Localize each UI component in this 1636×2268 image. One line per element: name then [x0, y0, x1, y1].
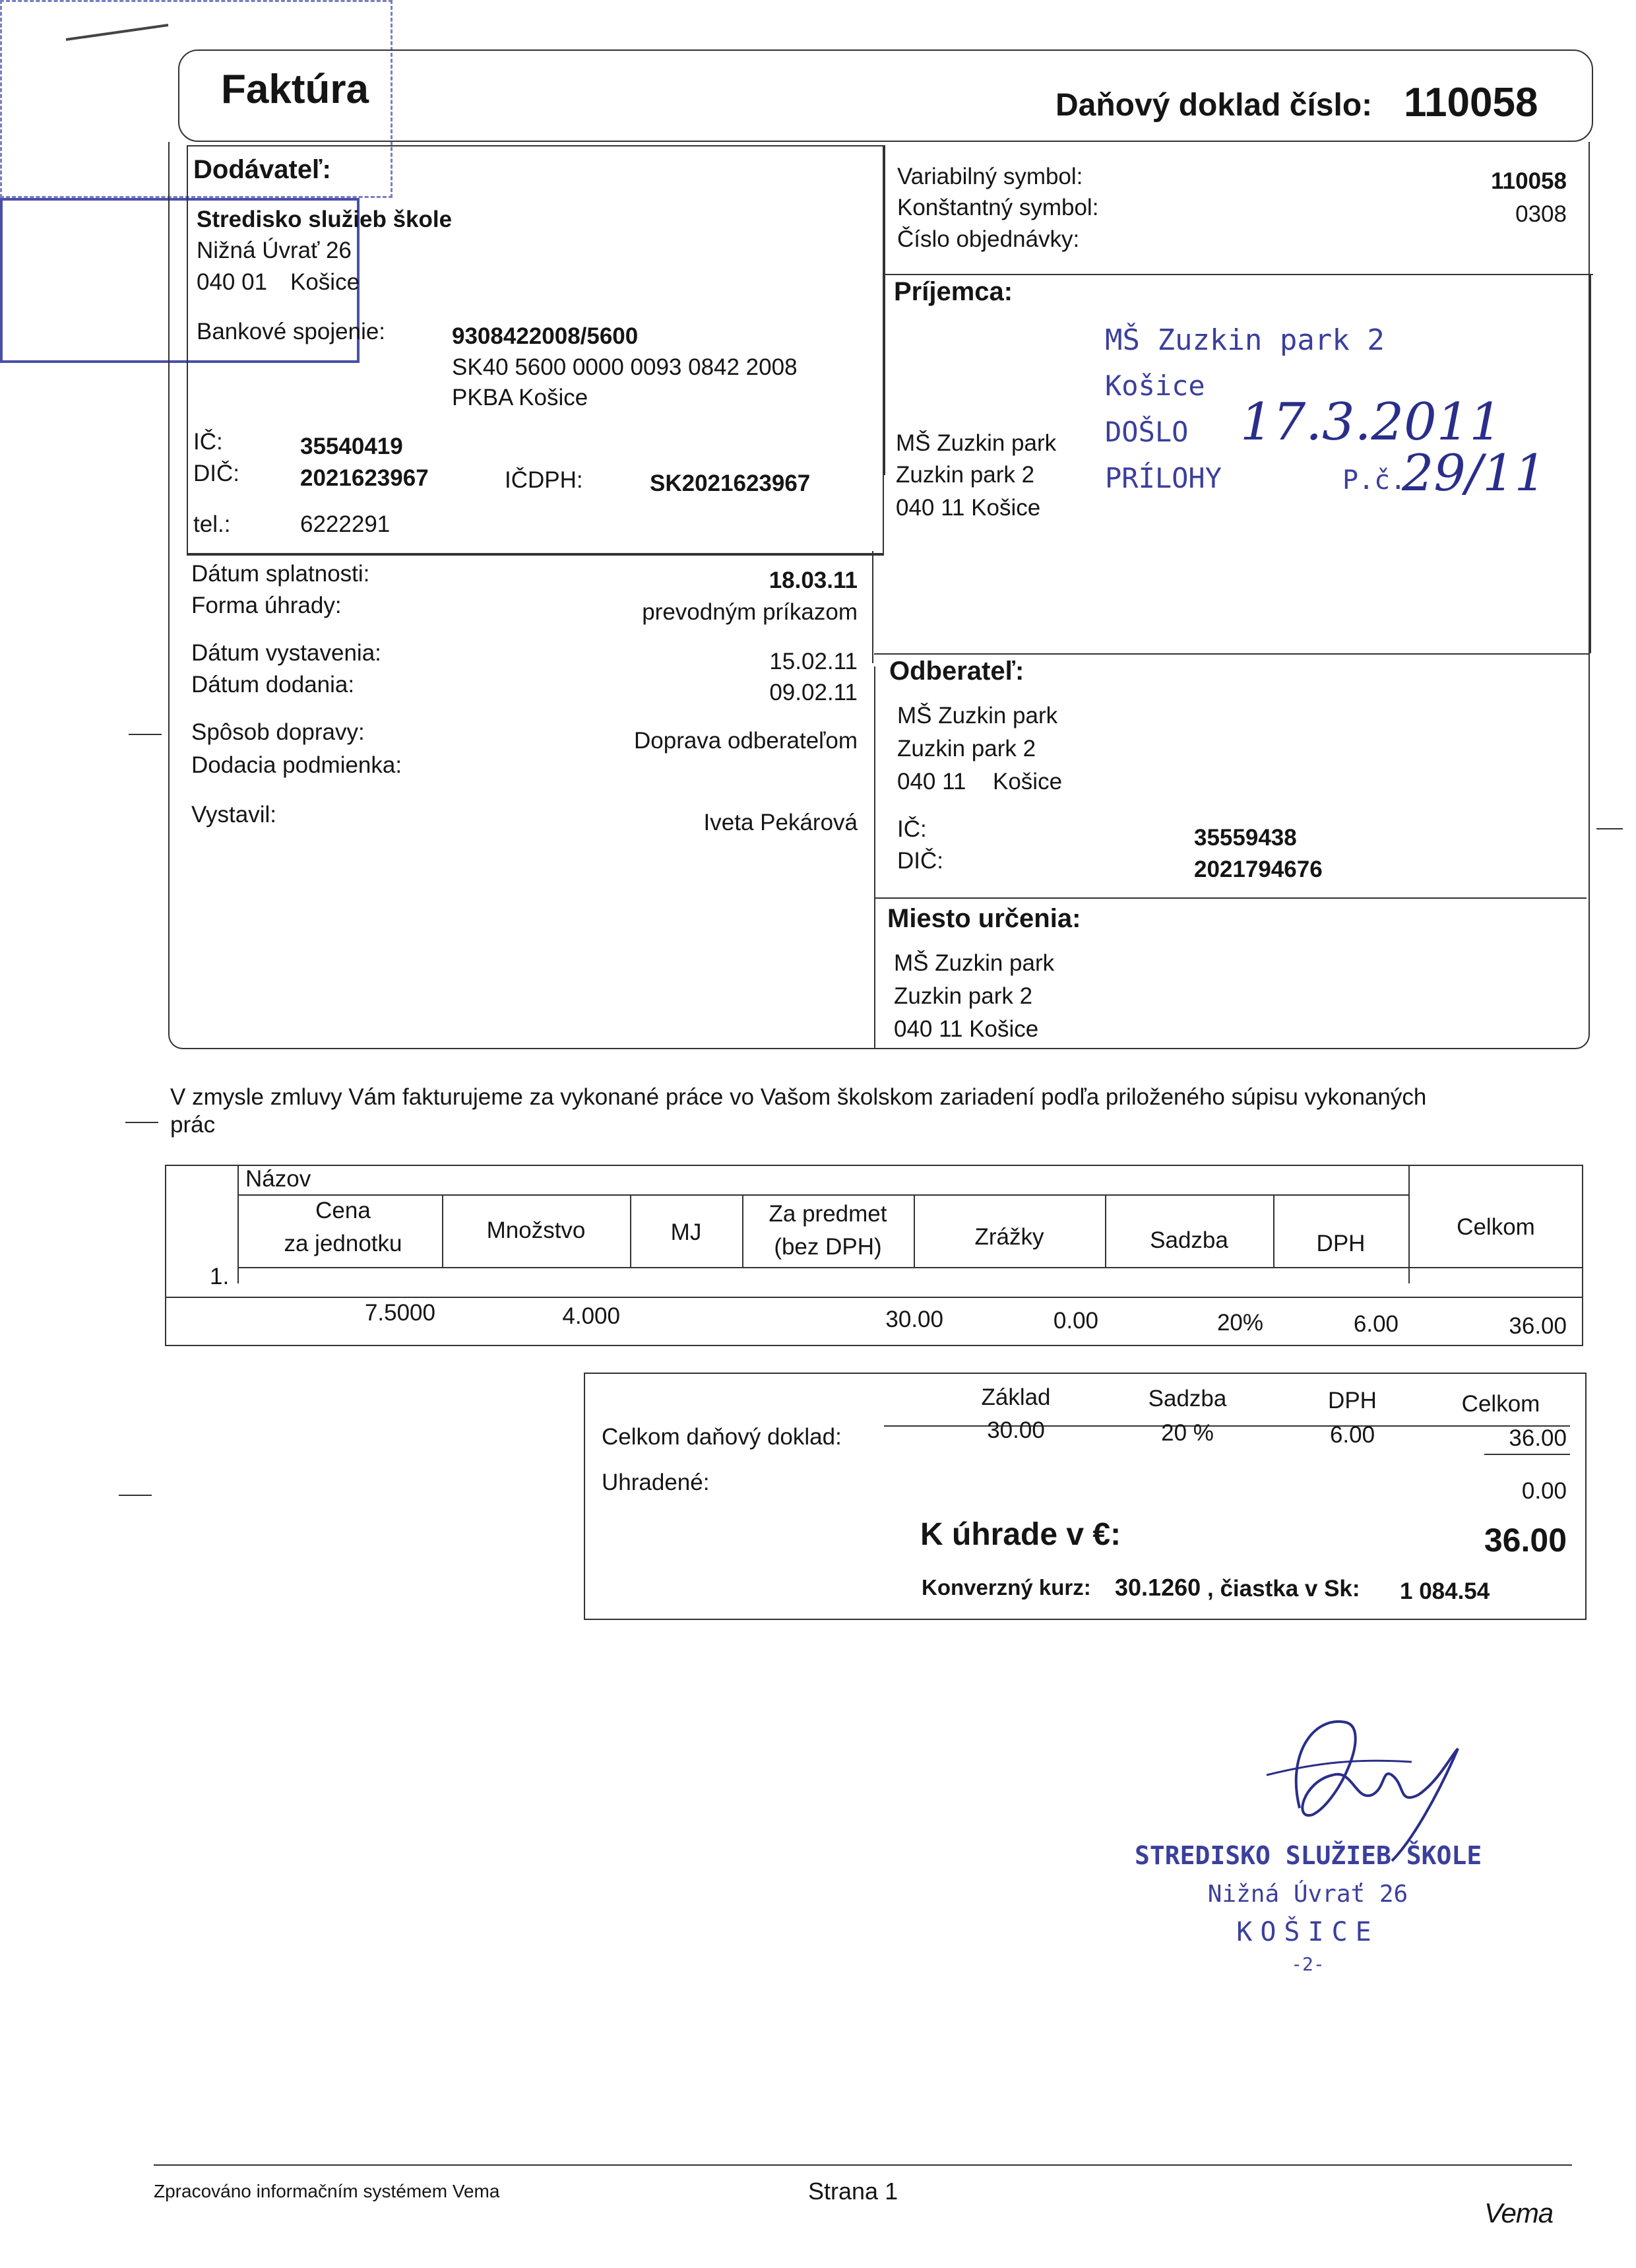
col-header-price-2: za jednotku [284, 1231, 402, 1256]
summary-paid: 0.00 [1521, 1478, 1567, 1504]
received-pc-handwritten: 29/11 [1402, 443, 1547, 502]
col-header-vat: DPH [1316, 1231, 1366, 1256]
page-number: Strana 1 [808, 2178, 898, 2205]
summary-doc-total-label: Celkom daňový doklad: [602, 1424, 842, 1450]
divider [165, 1297, 1583, 1298]
row-number: 1. [210, 1264, 230, 1289]
customer-dic: 2021794676 [1194, 857, 1323, 882]
supplier-icdph: SK2021623967 [650, 470, 811, 496]
issued-by-label: Vystavil: [191, 802, 277, 827]
divider [1484, 1454, 1570, 1455]
divider [187, 554, 884, 556]
variable-symbol: 110058 [1491, 168, 1567, 194]
col-header-item-2: (bez DPH) [774, 1234, 882, 1260]
summary-total: 36.00 [1509, 1425, 1567, 1451]
intro-text-1: V zmysle zmluvy Vám fakturujeme za vykonané práce vo Vašom školskom zariadení podľa priloženého súpisu vykonaných [170, 1084, 1427, 1110]
customer-street: Zuzkin park 2 [897, 736, 1036, 761]
due-date-label: Dátum splatnosti: [191, 561, 370, 587]
recipient-name: MŠ Zuzkin park [896, 430, 1057, 456]
amount-sk: 1 084.54 [1400, 1578, 1490, 1604]
supplier-zip: 040 01 [197, 269, 268, 295]
received-stamp-line2: Košice [1105, 370, 1205, 402]
received-stamp-line1: MŠ Zuzkin park 2 [1105, 323, 1385, 357]
row-total: 36.00 [1509, 1313, 1567, 1339]
customer-dic-label: DIČ: [897, 848, 943, 874]
margin-mark [125, 1122, 158, 1123]
recipient-street: Zuzkin park 2 [896, 462, 1035, 488]
customer-zip: 040 11 [897, 769, 966, 794]
order-number-label: Číslo objednávky: [897, 226, 1080, 252]
payment-label: Forma úhrady: [191, 593, 342, 618]
variable-symbol-label: Variabilný symbol: [897, 164, 1083, 189]
due-date: 18.03.11 [769, 567, 858, 593]
supplier-stamp-line3: KOŠICE [1236, 1917, 1379, 1947]
row-vat: 6.00 [1353, 1311, 1399, 1337]
supplier-stamp-line4: -2- [1291, 1953, 1325, 1975]
col-header-name: Názov [245, 1166, 311, 1192]
received-stamp-line4: PRÍLOHY [1105, 462, 1222, 494]
row-deductions: 0.00 [1053, 1308, 1098, 1334]
col-header-rate: Sadzba [1150, 1227, 1228, 1253]
supplier-dic: 2021623967 [300, 465, 429, 491]
received-stamp-pc-label: P.č. [1342, 465, 1406, 496]
supplier-city: Košice [290, 269, 360, 295]
delivery-condition-label: Dodacia podmienka: [191, 752, 402, 778]
row-qty: 4.000 [562, 1303, 620, 1329]
destination-heading: Miesto určenia: [887, 904, 1081, 933]
amount-due-label: K úhrade v €: [920, 1517, 1121, 1552]
divider [237, 1194, 1408, 1196]
bank-label: Bankové spojenie: [197, 319, 386, 344]
summary-col-rate: Sadzba [1148, 1386, 1227, 1411]
customer-ico-label: IČ: [897, 816, 927, 842]
supplier-street: Nižná Úvrať 26 [197, 238, 352, 263]
bank-name: PKBA Košice [452, 385, 588, 410]
supplier-dic-label: DIČ: [193, 461, 239, 486]
row-base: 30.00 [885, 1307, 943, 1332]
constant-symbol-label: Konštantný symbol: [897, 195, 1099, 220]
destination-street: Zuzkin park 2 [894, 983, 1033, 1009]
footer-system-note: Zpracováno informačním systémem Vema [154, 2181, 500, 2201]
summary-vat: 6.00 [1329, 1422, 1375, 1448]
supplier-tel-label: tel.: [193, 511, 231, 537]
summary-paid-label: Uhradené: [602, 1470, 710, 1495]
header-box [178, 49, 1593, 142]
customer-heading: Odberateľ: [889, 657, 1024, 686]
vema-logo: Vema [1484, 2197, 1554, 2228]
margin-mark [1596, 828, 1623, 829]
delivery-date: 09.02.11 [769, 680, 858, 705]
issue-date: 15.02.11 [769, 649, 858, 674]
col-header-qty: Množstvo [486, 1217, 586, 1243]
supplier-name: Stredisko služieb škole [197, 207, 453, 232]
issue-date-label: Dátum vystavenia: [191, 640, 381, 666]
payment-method: prevodným príkazom [642, 599, 858, 625]
constant-symbol: 0308 [1515, 201, 1567, 227]
col-header-price-1: Cena [315, 1198, 371, 1223]
divider [237, 1165, 239, 1283]
amount-sk-label: , čiastka v Sk: [1207, 1576, 1360, 1602]
summary-col-vat: DPH [1328, 1388, 1377, 1413]
bank-account: 9308422008/5600 [452, 323, 639, 349]
divider [872, 551, 873, 663]
footer-rule [154, 2164, 1572, 2166]
doc-number-label: Daňový doklad číslo: [1055, 88, 1373, 123]
customer-city: Košice [993, 769, 1063, 794]
doc-number: 110058 [1404, 80, 1538, 125]
issued-by: Iveta Pekárová [703, 810, 858, 835]
scan-mark [63, 18, 175, 45]
intro-text-2: prác [170, 1112, 216, 1138]
invoice-title: Faktúra [221, 67, 369, 112]
supplier-ico: 35540419 [300, 434, 403, 459]
transport-label: Spôsob dopravy: [191, 719, 365, 745]
col-header-total: Celkom [1457, 1214, 1535, 1240]
col-header-deductions: Zrážky [974, 1224, 1044, 1250]
divider [237, 1267, 1583, 1268]
col-header-item-1: Za predmet [769, 1201, 887, 1227]
summary-rate: 20 % [1161, 1420, 1214, 1446]
supplier-stamp-line1: STREDISKO SLUŽIEB ŠKOLE [1135, 1841, 1482, 1870]
divider [884, 274, 1593, 275]
summary-col-base: Základ [981, 1384, 1051, 1410]
row-rate: 20% [1216, 1310, 1263, 1336]
recipient-heading: Príjemca: [894, 277, 1013, 306]
supplier-icdph-label: IČDPH: [505, 467, 583, 493]
summary-col-total: Celkom [1461, 1391, 1540, 1417]
col-header-unit: MJ [670, 1219, 702, 1245]
recipient-city: 040 11 Košice [896, 495, 1041, 521]
summary-base: 30.00 [987, 1417, 1045, 1443]
supplier-stamp-line2: Nižná Úvrať 26 [1207, 1881, 1408, 1908]
supplier-heading: Dodávateľ: [193, 155, 331, 184]
margin-mark [119, 1495, 152, 1496]
received-date-handwritten: 17.3.2011 [1240, 393, 1502, 452]
divider [874, 666, 875, 1049]
divider [874, 653, 1590, 655]
amount-due: 36.00 [1484, 1522, 1567, 1559]
divider [1590, 274, 1591, 653]
supplier-tel: 6222291 [300, 511, 391, 537]
margin-mark [129, 734, 162, 735]
divider [874, 897, 1587, 899]
delivery-date-label: Dátum dodania: [191, 672, 355, 697]
destination-name: MŠ Zuzkin park [894, 950, 1055, 976]
customer-ico: 35559438 [1194, 825, 1297, 851]
transport-method: Doprava odberateľom [633, 728, 858, 754]
customer-name: MŠ Zuzkin park [897, 703, 1058, 729]
row-price: 7.5000 [364, 1300, 435, 1326]
received-stamp-line3: DOŠLO [1105, 416, 1189, 448]
supplier-ico-label: IČ: [193, 429, 223, 455]
conversion-label: Konverzný kurz: [922, 1575, 1091, 1600]
destination-city: 040 11 Košice [894, 1016, 1039, 1042]
bank-iban: SK40 5600 0000 0093 0842 2008 [452, 354, 798, 380]
divider [884, 145, 885, 475]
conversion-rate: 30.1260 [1115, 1574, 1201, 1601]
